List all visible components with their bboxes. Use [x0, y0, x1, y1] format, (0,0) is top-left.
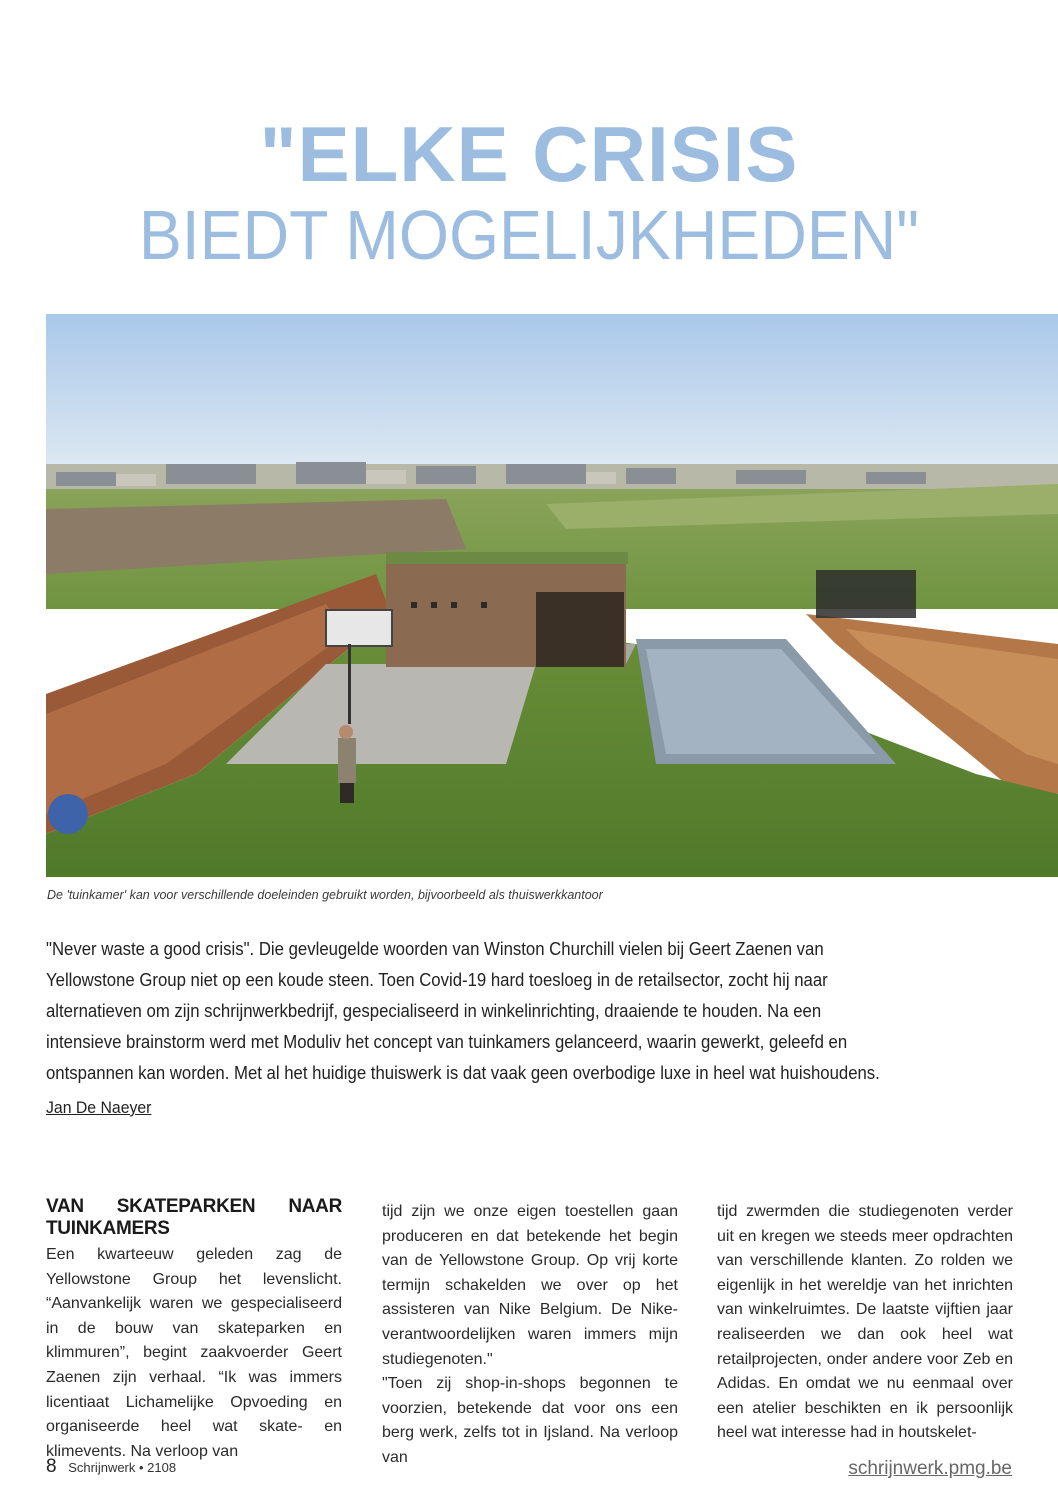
article-column-2	[382, 1200, 678, 1471]
publication-name: Schrijnwerk • 2108	[68, 1460, 177, 1475]
page-footer-left	[46, 1456, 176, 1478]
section-heading: VAN SKATEPARKEN NAAR TUINKAMERS	[46, 1196, 342, 1239]
headline-line-2: BIEDT MOGELIJKHEDEN"	[138, 196, 920, 274]
article-column-3	[717, 1200, 1013, 1446]
article-column-1	[46, 1196, 342, 1464]
page-number: 8	[46, 1456, 57, 1477]
column-1-text: Een kwarteeuw geleden zag de Yellowstone Group het levenslicht. “Aanvankelijk waren we gespecialiseerd in de bouw van skateparken en klimmuren”, begint zaakvoerder Geert Zaenen zijn verhaal. “Ik was immers licentiaat Lichamelijke Opvoeding en organiseerde heel wat skate- en klimevents. Na verloop van	[46, 1246, 342, 1460]
intro-paragraph: "Never waste a good crisis". Die gevleugelde woorden van Winston Churchill vielen bij Geert Zaenen van Yellowstone Group niet op een koude steen. Toen Covid-19 hard toesloeg in de retailsector, zocht hij naar alternatieven om zijn schrijnwerkbedrijf, gespecialiseerd in winkelinrichting, draaiende te houden. Na een intensieve brainstorm werd met Moduliv het concept van tuinkamers gelanceerd, waarin gewerkt, geleefd en ontspannen kan worden. Met al het huidige thuiswerk is dat vaak geen overbodige luxe in heel wat huishoudens.	[46, 939, 880, 1083]
garden-room-photo	[46, 314, 1058, 877]
photo-caption: De 'tuinkamer' kan voor verschillende doeleinden gebruikt worden, bijvoorbeeld als thuiswerkkantoor	[47, 888, 603, 902]
headline-line-1: "ELKE CRISIS	[259, 110, 799, 198]
website-link[interactable]: schrijnwerk.pmg.be	[848, 1458, 1012, 1479]
column-2-paragraph-1: tijd zijn we onze eigen toestellen gaan produceren en dat betekende het begin van de Yellowstone Group. Op vrij korte termijn schakelden we over op het assisteren van Nike Belgium. De Nike-verantwoordelijken waren immers mijn studiegenoten."	[382, 1203, 678, 1368]
column-2-paragraph-2: "Toen zij shop-in-shops begonnen te voorzien, betekende dat voor ons een berg werk, zelfs tot in Ijsland. Na verloop van	[382, 1375, 678, 1466]
column-3-text: tijd zwermden die studiegenoten verder uit en kregen we steeds meer opdrachten van verschillende klanten. Zo rolden we eigenlijk in het wereldje van het inrichten van winkelruimtes. De laatste vijftien jaar realiseerden we dan ook heel wat retailprojecten, onder andere voor Zeb en Adidas. En omdat we nu eenmaal over een atelier beschikten en ik persoonlijk heel wat interesse had in houtskelet-	[717, 1203, 1013, 1442]
author-link[interactable]: Jan De Naeyer	[46, 1098, 152, 1117]
